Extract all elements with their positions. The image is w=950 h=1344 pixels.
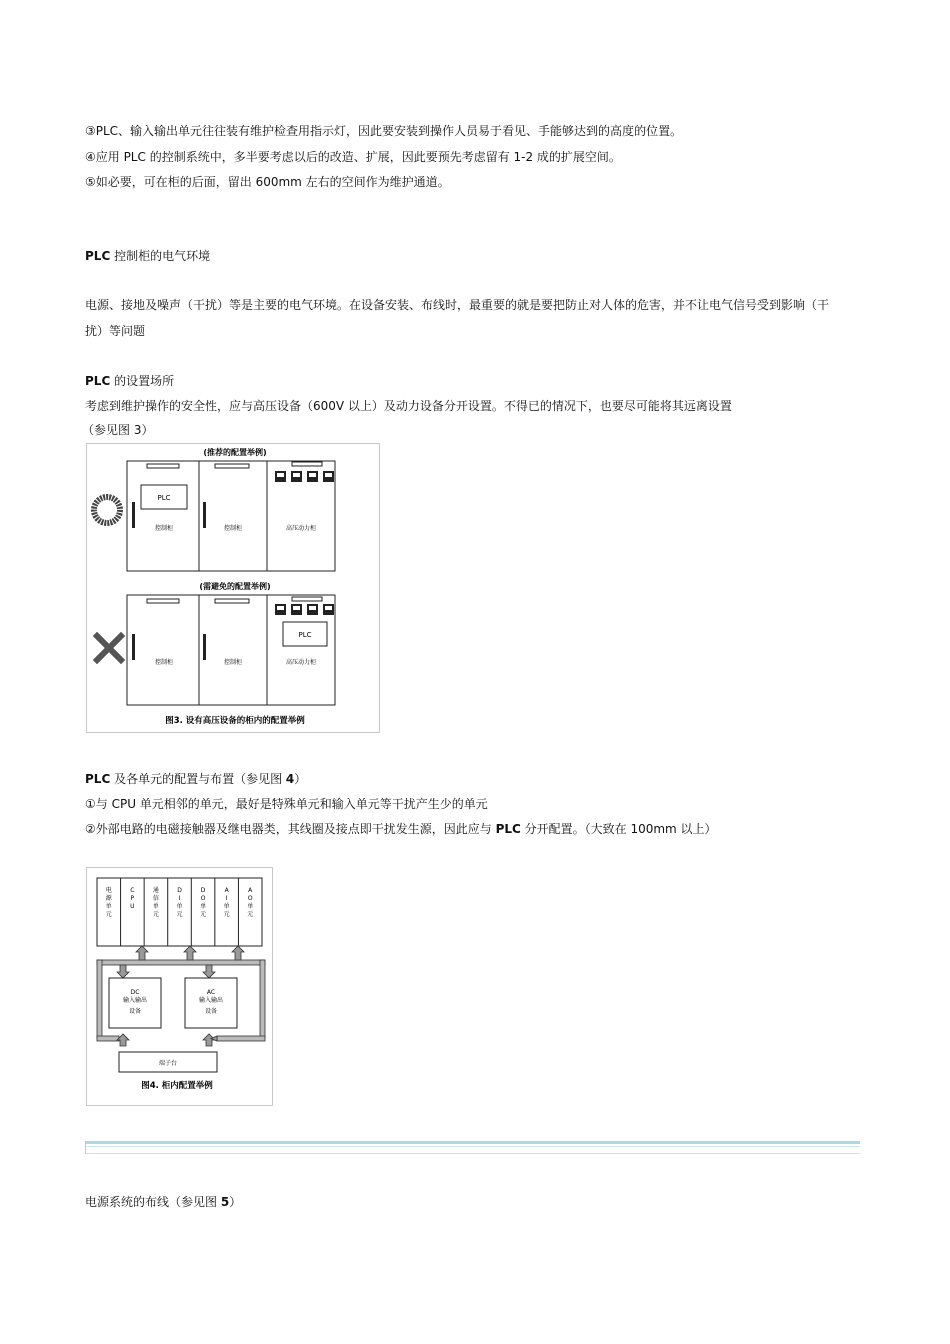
fig4-unit-label: 通信单元 bbox=[152, 887, 159, 918]
heading-figure-num: 4 bbox=[285, 772, 295, 786]
fig4-terminal-label: 端子台 bbox=[158, 1060, 178, 1067]
figure-3 bbox=[86, 443, 380, 733]
fig3-bad-label-1: 控制柜 bbox=[154, 659, 174, 666]
fig3-good-title: (推荐的配置举例) bbox=[203, 448, 267, 457]
heading-text: 及各单元的配置与布置（参见图 bbox=[110, 772, 286, 786]
fig4-unit-label: A I 单元 bbox=[223, 887, 230, 918]
heading-close: ） bbox=[229, 1195, 242, 1209]
figure-3-drawing bbox=[87, 444, 379, 732]
units-item-2-plc: PLC bbox=[495, 822, 521, 836]
intro-item-3: ③PLC、输入输出单元往往装有维护检查用指示灯，因此要安装到操作人员易于看见、手能够达到的高度的位置。 bbox=[85, 124, 683, 138]
divider-rule bbox=[85, 1141, 860, 1144]
fig4-caption: 图4. 柜内配置举例 bbox=[141, 1081, 213, 1091]
heading-plc: PLC bbox=[85, 249, 111, 263]
fig3-good-plc-label: PLC bbox=[157, 494, 171, 502]
fig4-unit-label: 电源单元 bbox=[105, 887, 112, 918]
units-item-1: ①与 CPU 单元相邻的单元，最好是特殊单元和输入单元等干扰产生少的单元 bbox=[85, 797, 488, 811]
fig3-good-cabinets bbox=[127, 461, 335, 571]
units-item-2-pre: ②外部电路的电磁接触器及继电器类，其线圈及接点即干扰发生源，因此应与 bbox=[85, 822, 496, 836]
fig3-good-label-1: 控制柜 bbox=[154, 525, 174, 532]
fig4-unit-label: D I 单元 bbox=[176, 887, 183, 918]
fig4-ac-line3: 设备 bbox=[204, 1008, 218, 1015]
fig4-ac-line2: 输入输出 bbox=[198, 997, 224, 1004]
env-paragraph-line2: 扰）等问题 bbox=[85, 324, 146, 338]
section-heading-units bbox=[85, 771, 306, 787]
fig4-unit-label: D O 单元 bbox=[200, 887, 207, 918]
fig3-bad-label-2: 控制柜 bbox=[223, 659, 243, 666]
divider-rule-edge bbox=[85, 1142, 86, 1154]
heading-text: 的设置场所 bbox=[110, 374, 175, 388]
place-figure-ref: （参见图 3） bbox=[82, 423, 154, 437]
fig3-bad-label-3: 高压动力柜 bbox=[285, 659, 317, 666]
fig4-dc-line2: 输入输出 bbox=[122, 997, 148, 1004]
divider-rule-light bbox=[85, 1146, 860, 1147]
fig4-unit-label: C P U bbox=[130, 887, 135, 910]
fig3-bad-cross-icon bbox=[97, 636, 121, 660]
fig3-bad-cabinets bbox=[127, 595, 335, 705]
section-heading-place bbox=[85, 373, 174, 389]
heading-close: ） bbox=[294, 772, 307, 786]
fig3-caption: 图3. 设有高压设备的柜内的配置举例 bbox=[165, 716, 305, 726]
fig4-ac-line1: AC bbox=[206, 989, 216, 996]
env-paragraph-line1: 电源、接地及噪声（干扰）等是主要的电气环境。在设备安装、布线时，最重要的就是要把防止对人体的危害，并不让电气信号受到影响（干 bbox=[85, 298, 830, 312]
fig4-dc-line3: 设备 bbox=[128, 1008, 142, 1015]
units-item-2-post: 分开配置。（大致在 100mm 以上） bbox=[520, 822, 717, 836]
fig3-bad-plc-label: PLC bbox=[298, 631, 312, 639]
heading-text: 电源系统的布线（参见图 bbox=[85, 1195, 221, 1209]
intro-item-4: ④应用 PLC 的控制系统中，多半要考虑以后的改造、扩展，因此要预先考虑留有 1-2 成的扩展空间。 bbox=[85, 150, 621, 164]
divider-rule-bottom bbox=[85, 1153, 860, 1154]
fig3-good-circle-icon bbox=[94, 497, 120, 523]
fig4-unit-label: A O 单元 bbox=[247, 887, 254, 918]
heading-plc: PLC bbox=[85, 374, 111, 388]
fig3-good-label-3: 高压动力柜 bbox=[285, 525, 317, 532]
heading-figure-num: 5 bbox=[220, 1195, 230, 1209]
section-heading-env bbox=[85, 248, 210, 264]
place-paragraph: 考虑到维护操作的安全性，应与高压设备（600V 以上）及动力设备分开设置。不得已的情况下，也要尽可能将其远离设置 bbox=[85, 399, 732, 413]
fig3-bad-title: (需避免的配置举例) bbox=[199, 582, 271, 591]
fig3-good-label-2: 控制柜 bbox=[223, 525, 243, 532]
section-heading-power-wiring bbox=[85, 1194, 241, 1210]
units-item-2 bbox=[85, 821, 717, 837]
fig3-bad-handles bbox=[132, 634, 206, 660]
intro-item-5: ⑤如必要，可在柜的后面，留出 600mm 左右的空间作为维护通道。 bbox=[85, 175, 450, 189]
heading-plc: PLC bbox=[85, 772, 111, 786]
heading-text: 控制柜的电气环境 bbox=[110, 249, 211, 263]
figure-4 bbox=[86, 867, 273, 1106]
fig4-unit-labels bbox=[106, 886, 253, 918]
figure-4-drawing bbox=[87, 868, 272, 1105]
fig4-dc-line1: DC bbox=[130, 989, 140, 996]
